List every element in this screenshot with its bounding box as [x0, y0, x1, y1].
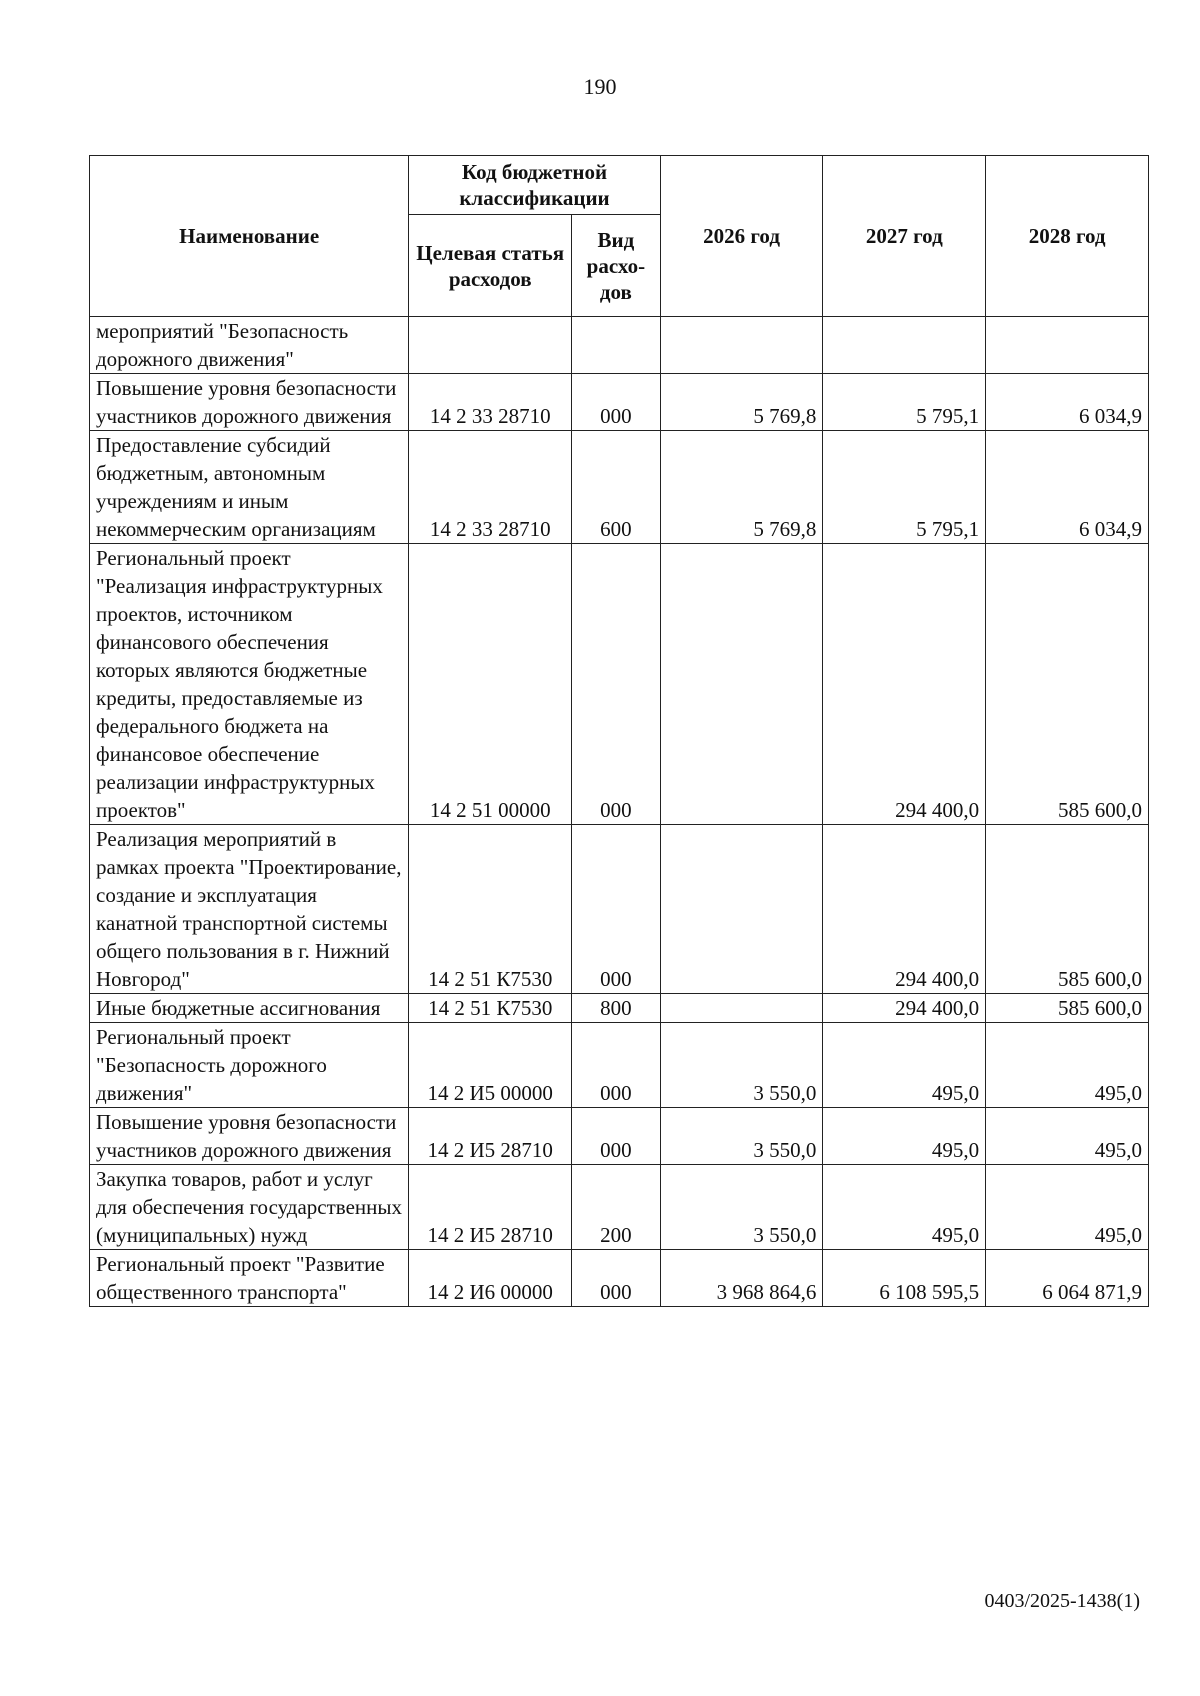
- row-2026: 5 769,8: [660, 374, 823, 431]
- row-name: Повышение уровня безопасности участников дорожного движения: [90, 1108, 409, 1165]
- row-2028: 585 600,0: [986, 825, 1149, 994]
- row-code: [409, 317, 572, 374]
- header-expense-type: Вид расхо-дов: [572, 215, 661, 317]
- row-2026: 3 550,0: [660, 1108, 823, 1165]
- row-2026: [660, 544, 823, 825]
- row-name: Закупка товаров, работ и услуг для обеспечения государственных (муниципальных) нужд: [90, 1165, 409, 1250]
- row-2026: [660, 825, 823, 994]
- row-code: 14 2 И5 28710: [409, 1108, 572, 1165]
- row-type: 600: [572, 431, 661, 544]
- row-type: 800: [572, 994, 661, 1023]
- row-2028: 6 064 871,9: [986, 1250, 1149, 1307]
- row-2028: 585 600,0: [986, 994, 1149, 1023]
- row-type: 000: [572, 1250, 661, 1307]
- row-2026: [660, 317, 823, 374]
- row-code: 14 2 51 00000: [409, 544, 572, 825]
- table-row: [90, 544, 1149, 825]
- table-row: [90, 317, 1149, 374]
- row-type: 000: [572, 825, 661, 994]
- header-2027: 2027 год: [823, 156, 986, 317]
- table-row: [90, 374, 1149, 431]
- row-2026: 3 550,0: [660, 1165, 823, 1250]
- header-2026: 2026 год: [660, 156, 823, 317]
- row-code: 14 2 51 К7530: [409, 994, 572, 1023]
- document-code: 0403/2025-1438(1): [984, 1590, 1140, 1612]
- row-name: Повышение уровня безопасности участников дорожного движения: [90, 374, 409, 431]
- row-2026: 3 550,0: [660, 1023, 823, 1108]
- table-row: [90, 1165, 1149, 1250]
- row-2028: 585 600,0: [986, 544, 1149, 825]
- row-name: Региональный проект "Реализация инфраструктурных проектов, источником финансового обеспечения которых являются бюджетные кредиты, предоставляемые из федерального бюджета на финансовое обеспечение реализации инфраструктурных проектов": [90, 544, 409, 825]
- row-2028: 495,0: [986, 1023, 1149, 1108]
- table-row: [90, 1250, 1149, 1307]
- row-type: 000: [572, 1023, 661, 1108]
- row-type: [572, 317, 661, 374]
- row-2027: 6 108 595,5: [823, 1250, 986, 1307]
- row-name: мероприятий "Безопасность дорожного движения": [90, 317, 409, 374]
- row-2028: [986, 317, 1149, 374]
- row-2027: 5 795,1: [823, 374, 986, 431]
- row-name: Предоставление субсидий бюджетным, автономным учреждениям и иным некоммерческим организациям: [90, 431, 409, 544]
- row-type: 000: [572, 544, 661, 825]
- header-row-1: [90, 156, 1149, 215]
- header-kbk: Код бюджетной классификации: [409, 156, 660, 215]
- row-2027: 495,0: [823, 1165, 986, 1250]
- row-name: Реализация мероприятий в рамках проекта "Проектирование, создание и эксплуатация канатной транспортной системы общего пользования в г. Нижний Новгород": [90, 825, 409, 994]
- row-2027: [823, 317, 986, 374]
- row-2027: 294 400,0: [823, 825, 986, 994]
- page-number: 190: [583, 74, 617, 99]
- row-2027: 495,0: [823, 1108, 986, 1165]
- row-name: Региональный проект "Безопасность дорожного движения": [90, 1023, 409, 1108]
- row-code: 14 2 И6 00000: [409, 1250, 572, 1307]
- row-code: 14 2 И5 00000: [409, 1023, 572, 1108]
- row-type: 000: [572, 1108, 661, 1165]
- row-2027: 5 795,1: [823, 431, 986, 544]
- table-row: [90, 825, 1149, 994]
- row-name: Иные бюджетные ассигнования: [90, 994, 409, 1023]
- table-row: [90, 1108, 1149, 1165]
- row-code: 14 2 33 28710: [409, 374, 572, 431]
- header-2028: 2028 год: [986, 156, 1149, 317]
- row-2028: 495,0: [986, 1165, 1149, 1250]
- table-row: [90, 994, 1149, 1023]
- budget-table: [89, 155, 1149, 1307]
- row-type: 200: [572, 1165, 661, 1250]
- header-target-article: Целевая статья расходов: [409, 215, 572, 317]
- row-2026: 5 769,8: [660, 431, 823, 544]
- row-2027: 294 400,0: [823, 994, 986, 1023]
- row-2028: 6 034,9: [986, 431, 1149, 544]
- row-code: 14 2 И5 28710: [409, 1165, 572, 1250]
- table-row: [90, 1023, 1149, 1108]
- row-code: 14 2 51 К7530: [409, 825, 572, 994]
- header-name: Наименование: [90, 156, 409, 317]
- row-code: 14 2 33 28710: [409, 431, 572, 544]
- table-row: [90, 431, 1149, 544]
- row-2028: 495,0: [986, 1108, 1149, 1165]
- row-2027: 495,0: [823, 1023, 986, 1108]
- row-2026: 3 968 864,6: [660, 1250, 823, 1307]
- row-2027: 294 400,0: [823, 544, 986, 825]
- row-name: Региональный проект "Развитие общественного транспорта": [90, 1250, 409, 1307]
- row-2028: 6 034,9: [986, 374, 1149, 431]
- row-2026: [660, 994, 823, 1023]
- row-type: 000: [572, 374, 661, 431]
